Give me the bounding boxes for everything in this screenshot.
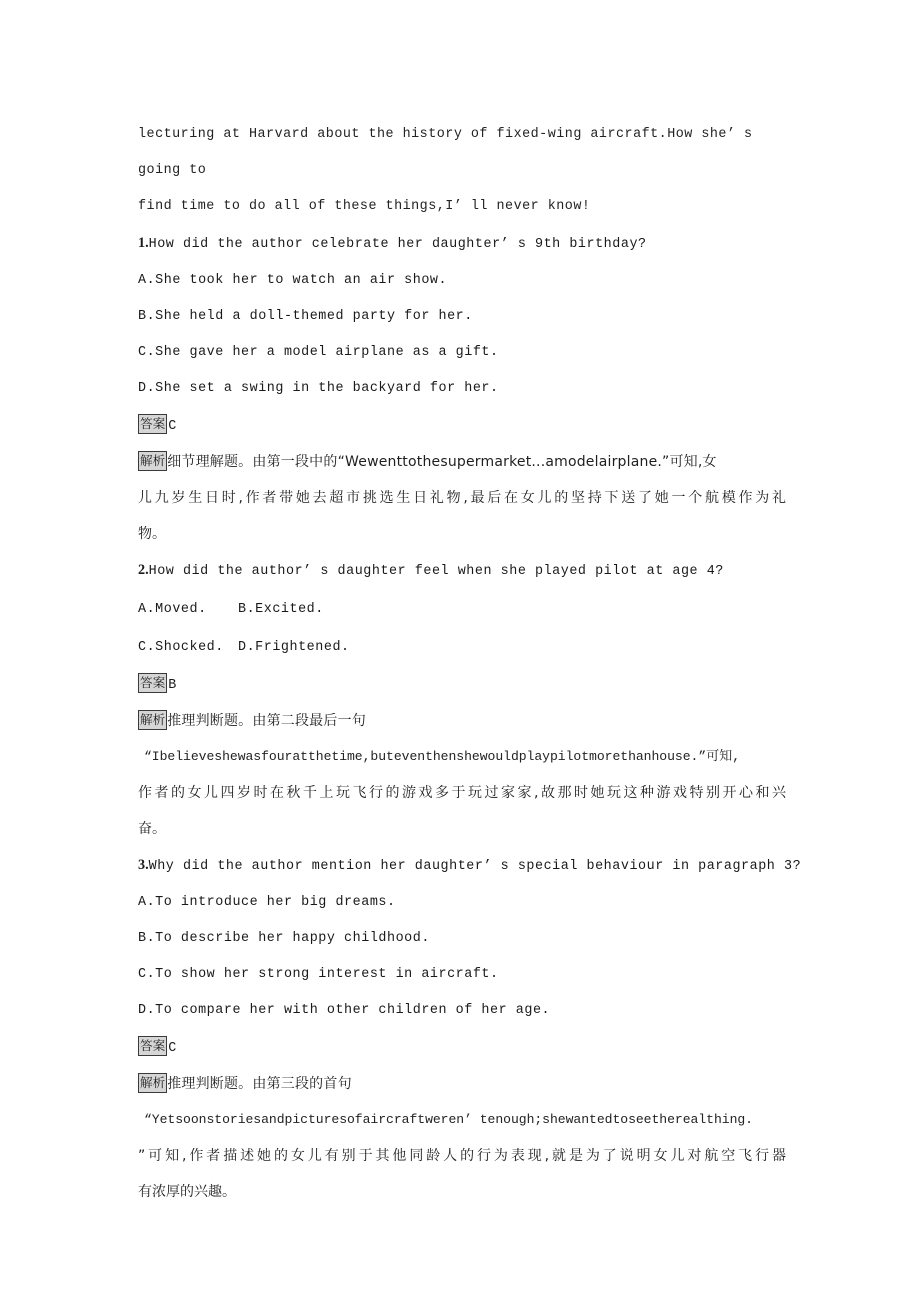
passage-line-2: find time to do all of these things,I’ ll never know! bbox=[138, 199, 591, 214]
analysis-text-1-line-2: 儿九岁生日时,作者带她去超市挑选生日礼物,最后在女儿的坚持下送了她一个航模作为礼 bbox=[138, 490, 786, 506]
answer-row-2 bbox=[138, 666, 786, 703]
question-stem-1 bbox=[138, 225, 786, 263]
analysis-label-3: 解析 bbox=[138, 1073, 167, 1093]
answer-label-1: 答案 bbox=[138, 414, 167, 434]
question-text-1: How did the author celebrate her daughter’ s 9th birthday? bbox=[148, 237, 647, 252]
analysis-head-2: 推理判断题。由第二段最后一句 bbox=[167, 713, 366, 729]
option-2a[interactable]: A.Moved. bbox=[138, 602, 207, 617]
answer-label-3: 答案 bbox=[138, 1036, 167, 1056]
analysis-label-2: 解析 bbox=[138, 710, 167, 730]
answer-row-3 bbox=[138, 1029, 786, 1066]
option-row-2-2 bbox=[138, 628, 786, 666]
option-2b[interactable]: B.Excited. bbox=[238, 602, 324, 617]
question-block-3 bbox=[138, 847, 802, 1210]
analysis-quote-3: “Yetsoonstoriesandpicturesofaircraftweren’ tenough;shewantedtoseetherealthing. bbox=[144, 1112, 753, 1127]
question-number-2: 2. bbox=[138, 562, 149, 578]
question-number-3: 3. bbox=[138, 857, 149, 873]
analysis-row-2 bbox=[138, 703, 786, 739]
question-block-1 bbox=[138, 225, 786, 552]
option-1a[interactable]: A.She took her to watch an air show. bbox=[138, 273, 448, 288]
question-text-3: Why did the author mention her daughter’ s special behaviour in paragraph 3? bbox=[148, 859, 802, 874]
option-3d[interactable]: D.To compare her with other children of her age. bbox=[138, 1003, 551, 1018]
analysis-text-1-line-3: 物。 bbox=[138, 526, 166, 542]
option-3c[interactable]: C.To show her strong interest in aircraft. bbox=[138, 967, 499, 982]
analysis-text-3-line-2: 有浓厚的兴趣。 bbox=[138, 1184, 236, 1200]
document-page bbox=[138, 0, 802, 1210]
question-text-2: How did the author’ s daughter feel when she played pilot at age 4? bbox=[148, 564, 724, 579]
option-1d[interactable]: D.She set a swing in the backyard for her. bbox=[138, 381, 499, 396]
analysis-row-3 bbox=[138, 1066, 786, 1102]
passage-line-1: lecturing at Harvard about the history of fixed-wing aircraft.How she’ s going to bbox=[138, 127, 753, 178]
question-number-1: 1. bbox=[138, 235, 149, 251]
option-2c[interactable]: C.Shocked. bbox=[138, 640, 224, 655]
option-2d[interactable]: D.Frightened. bbox=[238, 640, 350, 655]
option-1b[interactable]: B.She held a doll-themed party for her. bbox=[138, 309, 473, 324]
analysis-label-1: 解析 bbox=[138, 451, 167, 471]
option-3b[interactable]: B.To describe her happy childhood. bbox=[138, 931, 430, 946]
analysis-head-3: 推理判断题。由第三段的首句 bbox=[167, 1076, 352, 1092]
answer-value-3: C bbox=[168, 1041, 177, 1056]
analysis-text-2-line-1: 作者的女儿四岁时在秋千上玩飞行的游戏多于玩过家家,故那时她玩这种游戏特别开心和兴 bbox=[138, 785, 786, 801]
answer-row-1 bbox=[138, 407, 786, 444]
passage-block bbox=[138, 0, 786, 225]
option-1c[interactable]: C.She gave her a model airplane as a gift. bbox=[138, 345, 499, 360]
analysis-quote-2: “Ibelieveshewasfouratthetime,buteventhenshewouldplaypilotmorethanhouse.”可知, bbox=[144, 749, 741, 764]
answer-label-2: 答案 bbox=[138, 673, 167, 693]
question-stem-3 bbox=[138, 847, 802, 885]
analysis-text-3-line-1: ”可知,作者描述她的女儿有别于其他同龄人的行为表现,就是为了说明女儿对航空飞行器 bbox=[138, 1148, 786, 1164]
option-3a[interactable]: A.To introduce her big dreams. bbox=[138, 895, 396, 910]
answer-value-2: B bbox=[168, 678, 177, 693]
option-row-2-1 bbox=[138, 590, 786, 628]
question-stem-2 bbox=[138, 552, 786, 590]
answer-value-1: C bbox=[168, 419, 177, 434]
analysis-text-2-line-2: 奋。 bbox=[138, 821, 166, 837]
question-block-2 bbox=[138, 552, 786, 847]
top-margin-spacer bbox=[138, 0, 786, 117]
analysis-row-1 bbox=[138, 444, 786, 480]
analysis-text-1-line-1: 细节理解题。由第一段中的“Wewenttothesupermarket...amodelairplane.”可知,女 bbox=[167, 454, 717, 470]
